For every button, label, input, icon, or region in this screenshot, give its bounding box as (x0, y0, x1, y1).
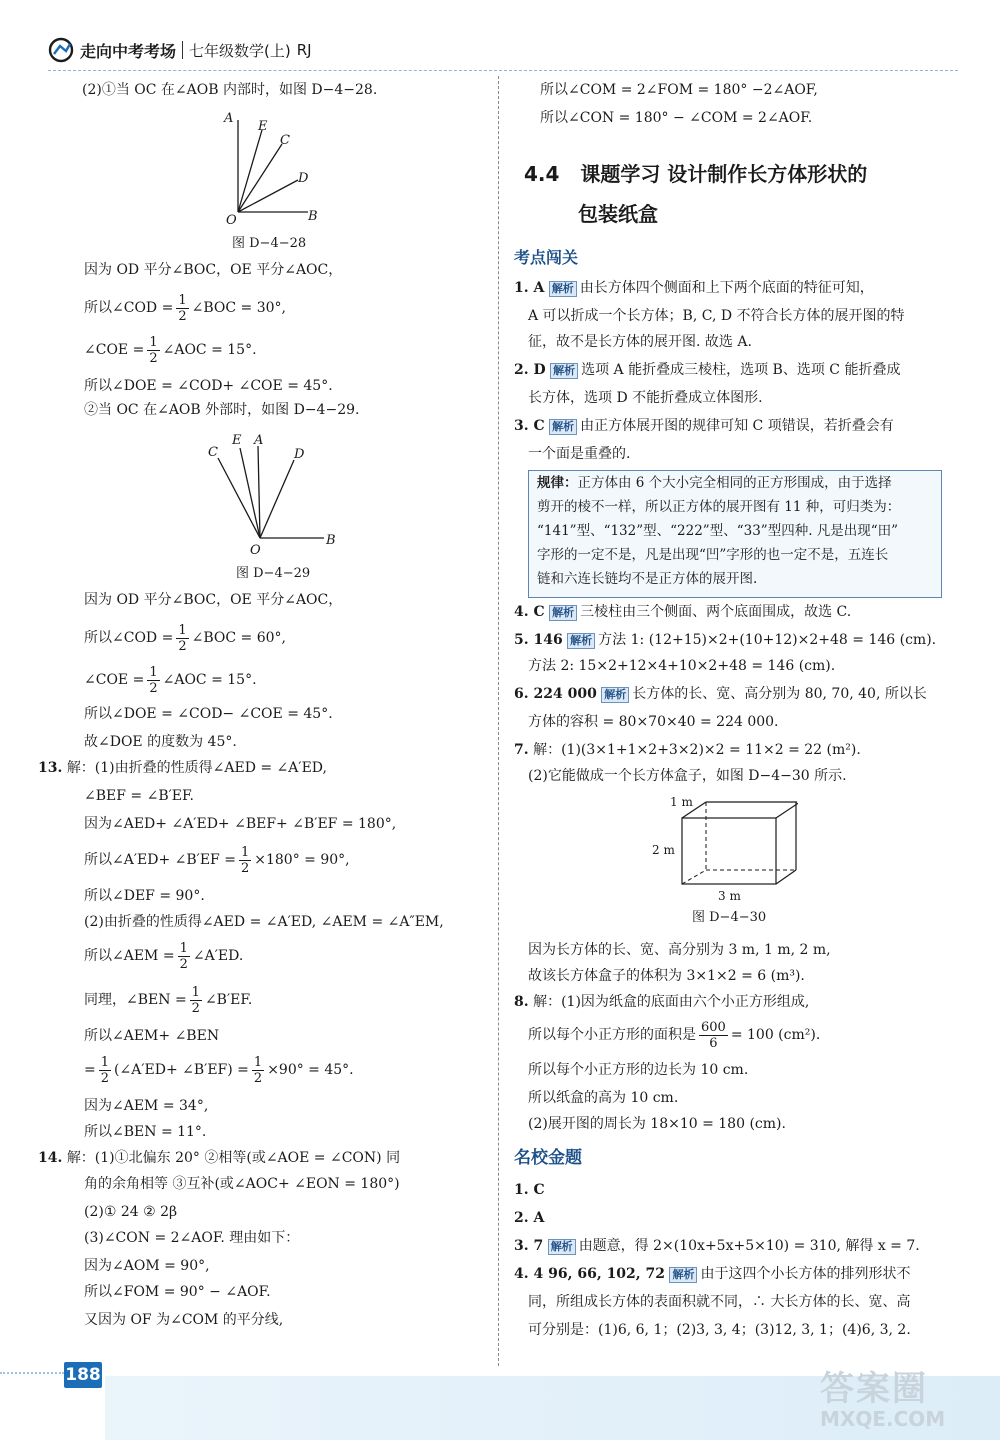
q13-line-e: 所以∠DEF = 90°. (84, 888, 205, 904)
r-q7-line-d: 故该长方体盒子的体积为 3×1×2 = 6 (m³). (528, 968, 805, 984)
r-q7-line-c: 因为长方体的长、宽、高分别为 3 m, 1 m, 2 m, (528, 942, 831, 958)
analysis-tag: 解析 (548, 1239, 576, 1255)
figure-d-4-30-cuboid (648, 792, 798, 904)
header-rule (48, 70, 958, 72)
q13-line-a: 13. 解：(1)由折叠的性质得∠AED = ∠A′ED, (38, 760, 327, 776)
dim-1m: 1 m (670, 795, 693, 809)
r-q8-line-a: 8. 解：(1)因为纸盒的底面由六个小正方形组成, (514, 994, 810, 1010)
label-b: B (326, 533, 336, 548)
left-line-4: ∠COE = $\frac{1}{2}$ ∠AOC = 15°. (84, 334, 257, 366)
r-q4-line-a: 4. C 解析 三棱柱由三个侧面、两个底面围成，故选 C. (514, 604, 852, 620)
r-q8-line-c: 所以每个小正方形的边长为 10 cm. (528, 1062, 749, 1078)
figure-caption-3: 图 D−4−30 (692, 910, 767, 925)
rule-line-c: “141”型、“132”型、“222”型、“33”型四种. 凡是出现“田” (537, 523, 899, 539)
rule-line-e: 链和六连长链均不是正方体的展开图. (537, 571, 758, 587)
r-q6-line-a: 6. 224 000 解析 长方体的长、宽、高分别为 80, 70, 40, 所以长 (514, 686, 927, 702)
label-a: A (254, 433, 264, 448)
q13-line-h: 同理，∠BEN = $\frac{1}{2}$ ∠B′EF. (84, 984, 253, 1016)
fraction: $\frac{1}{2}$ (253, 1054, 263, 1086)
label-d: D (298, 171, 309, 186)
book-edition: RJ (296, 41, 312, 59)
label-e: E (232, 433, 242, 448)
m-q3: 3. 7 解析 由题意，得 2×(10x+5x+5×10) = 310, 解得 x = 7. (514, 1238, 920, 1254)
label-c: C (208, 445, 218, 460)
r-q7-line-a: 7. 解：(1)(3×1+1×2+3×2)×2 = 11×2 = 22 (m²). (514, 742, 861, 758)
q14-line-c: (2)① 24 ② 2β (84, 1204, 178, 1220)
label-o: O (250, 543, 261, 558)
analysis-tag: 解析 (549, 419, 577, 435)
left-line-3: 所以∠COD = $\frac{1}{2}$ ∠BOC = 30°, (84, 292, 286, 324)
left-line-7: 因为 OD 平分∠BOC，OE 平分∠AOC， (84, 592, 343, 608)
cuboid-front-face (682, 818, 776, 884)
figure-d-4-28 (210, 108, 340, 232)
q13-line-k: 因为∠AEM = 34°, (84, 1098, 209, 1114)
q13-line-l: 所以∠BEN = 11°. (84, 1124, 207, 1140)
r-q1-line-c: 征，故不是长方体的展开图. 故选 A. (528, 334, 752, 350)
q13-line-g: 所以∠AEM = $\frac{1}{2}$ ∠A′ED. (84, 940, 244, 972)
dim-2m: 2 m (652, 843, 675, 857)
r-q6-line-b: 方体的容积 = 80×70×40 = 224 000. (528, 714, 779, 730)
column-divider (498, 76, 499, 1366)
left-line-5: 所以∠DOE = ∠COD+ ∠COE = 45°. (84, 378, 333, 394)
q13-line-b: ∠BEF = ∠B′EF. (84, 788, 194, 804)
q14-line-g: 又因为 OF 为∠COM 的平分线, (84, 1312, 284, 1328)
r-q3-line-a: 3. C 解析 由正方体展开图的规律可知 C 项错误，若折叠会有 (514, 418, 894, 434)
r-q5-line-b: 方法 2: 15×2+12×4+10×2+48 = 146 (cm). (528, 658, 836, 674)
q13-line-c: 因为∠AED+ ∠A′ED+ ∠BEF+ ∠B′EF = 180°, (84, 816, 397, 832)
footer-dots (0, 1372, 64, 1374)
figure-caption-1: 图 D−4−28 (232, 236, 307, 251)
right-line-1: 所以∠COM = 2∠FOM = 180° −2∠AOF, (540, 82, 818, 98)
m-q4-line-b: 同，所组成长方体的表面积就不同，∴ 大长方体的长、宽、高 (528, 1294, 911, 1310)
q13-line-i: 所以∠AEM+ ∠BEN (84, 1028, 220, 1044)
analysis-tag: 解析 (550, 363, 578, 379)
q13-line-j: = $\frac{1}{2}$ (∠A′ED+ ∠B′EF) = $\frac{1}{2}$ ×90° = 45°. (84, 1054, 354, 1086)
m-q1: 1. C (514, 1182, 545, 1198)
left-line-8: 所以∠COD = $\frac{1}{2}$ ∠BOC = 60°, (84, 622, 286, 654)
r-q1-line-a: 1. A 解析 由长方体四个侧面和上下两个底面的特征可知， (514, 280, 874, 296)
r-q8-line-b: 所以每个小正方形的面积是 $\frac{600}{6}$ = 100 (cm²). (528, 1019, 821, 1051)
ray-oa (258, 446, 260, 538)
ray-oe (240, 448, 260, 538)
r-q3-line-b: 一个面是重叠的. (528, 446, 631, 462)
figure-d-4-29 (196, 428, 346, 558)
ray-oc (238, 144, 282, 212)
label-a: A (224, 111, 234, 126)
analysis-tag: 解析 (601, 687, 629, 703)
ray-oc (218, 458, 260, 538)
dim-3m: 3 m (718, 889, 741, 903)
q14-line-d: (3)∠CON = 2∠AOF. 理由如下： (84, 1230, 300, 1246)
rule-line-d: 字形的一定不是，凡是出现“凹”字形的也一定不是，五连长 (537, 547, 889, 563)
rule-line-b: 剪开的棱不一样，所以正方体的展开图有 11 种，可归类为： (537, 499, 901, 515)
r-q8-line-d: 所以纸盒的高为 10 cm. (528, 1090, 679, 1106)
ray-od (238, 180, 298, 212)
fraction: $\frac{1}{2}$ (149, 664, 158, 696)
fraction: $\frac{1}{2}$ (149, 334, 158, 366)
fraction: $\frac{1}{2}$ (100, 1054, 110, 1086)
section-heading-line-2: 包装纸盒 (578, 202, 658, 226)
page-header (48, 36, 312, 64)
fraction: $\frac{1}{2}$ (178, 292, 187, 324)
fraction: $\frac{1}{2}$ (191, 984, 200, 1016)
analysis-tag: 解析 (549, 281, 577, 297)
analysis-tag: 解析 (567, 633, 595, 649)
analysis-tag: 解析 (549, 605, 577, 621)
r-q5-line-a: 5. 146 解析 方法 1: (12+15)×2+(10+12)×2+48 = 146 (cm). (514, 632, 937, 648)
runner-logo-icon (48, 37, 74, 63)
section-heading: 4.4 课题学习 设计制作长方体形状的 (524, 162, 868, 186)
watermark: 答案圈 MXQE.COM (820, 1369, 946, 1431)
q13-line-d: 所以∠A′ED+ ∠B′EF = $\frac{1}{2}$ ×180° = 90°, (84, 844, 350, 876)
rule-line-a: 规律：正方体由 6 个大小完全相同的正方形围成，由于选择 (537, 475, 892, 491)
left-line-6: ②当 OC 在∠AOB 外部时，如图 D−4−29. (84, 402, 360, 418)
book-subtitle: 七年级数学(上) (189, 41, 291, 60)
analysis-tag: 解析 (669, 1267, 697, 1283)
r-q2-line-b: 长方体，选项 D 不能折叠成立体图形. (528, 390, 763, 406)
r-q2-line-a: 2. D 解析 选项 A 能折叠成三棱柱，选项 B、选项 C 能折叠成 (514, 362, 901, 378)
q14-line-b: 角的余角相等 ③互补(或∠AOC+ ∠EON = 180°) (84, 1176, 400, 1192)
label-b: B (308, 209, 318, 224)
m-q2: 2. A (514, 1210, 545, 1226)
label-d: D (294, 447, 305, 462)
ray-od (260, 460, 294, 538)
label-e: E (258, 119, 268, 134)
left-line-11: 故∠DOE 的度数为 45°. (84, 734, 237, 750)
ray-oe (238, 130, 262, 212)
page-number: 188 (64, 1362, 102, 1388)
figure-caption-2: 图 D−4−29 (236, 566, 311, 581)
q14-line-e: 因为∠AOM = 90°, (84, 1258, 210, 1274)
q13-line-f: (2)由折叠的性质得∠AED = ∠A′ED, ∠AEM = ∠A″EM, (84, 914, 444, 930)
fraction: $\frac{1}{2}$ (178, 622, 187, 654)
left-line-2: 因为 OD 平分∠BOC，OE 平分∠AOC， (84, 262, 343, 278)
book-title: 走向中考考场 (80, 41, 177, 61)
fraction: $\frac{1}{2}$ (240, 844, 250, 876)
fraction: $\frac{1}{2}$ (179, 940, 188, 972)
r-q1-line-b: A 可以折成一个长方体；B, C, D 不符合长方体的展开图的特 (528, 308, 905, 324)
r-q7-line-b: (2)它能做成一个长方体盒子，如图 D−4−30 所示. (528, 768, 847, 784)
m-q4-line-c: 可分别是：(1)6, 6, 1；(2)3, 3, 4；(3)12, 3, 1；(4)6, 3, 2. (528, 1322, 911, 1338)
rule-box (528, 470, 942, 598)
m-q4-line-a: 4. 4 96, 66, 102, 72 解析 由于这四个小长方体的排列形状不 (514, 1266, 911, 1282)
fraction: $\frac{600}{6}$ (701, 1019, 726, 1051)
label-o: O (226, 213, 237, 228)
label-c: C (280, 133, 290, 148)
r-q8-line-e: (2)展开图的周长为 18×10 = 180 (cm). (528, 1116, 786, 1132)
mingxiao-heading: 名校金题 (514, 1148, 582, 1168)
left-line-10: 所以∠DOE = ∠COD− ∠COE = 45°. (84, 706, 333, 722)
kaodian-heading: 考点闯关 (514, 248, 579, 267)
left-line-1: (2)①当 OC 在∠AOB 内部时，如图 D−4−28. (82, 82, 378, 98)
right-line-2: 所以∠CON = 180° − ∠COM = 2∠AOF. (540, 110, 813, 126)
left-line-9: ∠COE = $\frac{1}{2}$ ∠AOC = 15°. (84, 664, 257, 696)
header-separator (182, 41, 183, 59)
q14-line-a: 14. 解：(1)①北偏东 20° ②相等(或∠AOE = ∠CON) 同 (38, 1150, 401, 1166)
q14-line-f: 所以∠FOM = 90° − ∠AOF. (84, 1284, 271, 1300)
